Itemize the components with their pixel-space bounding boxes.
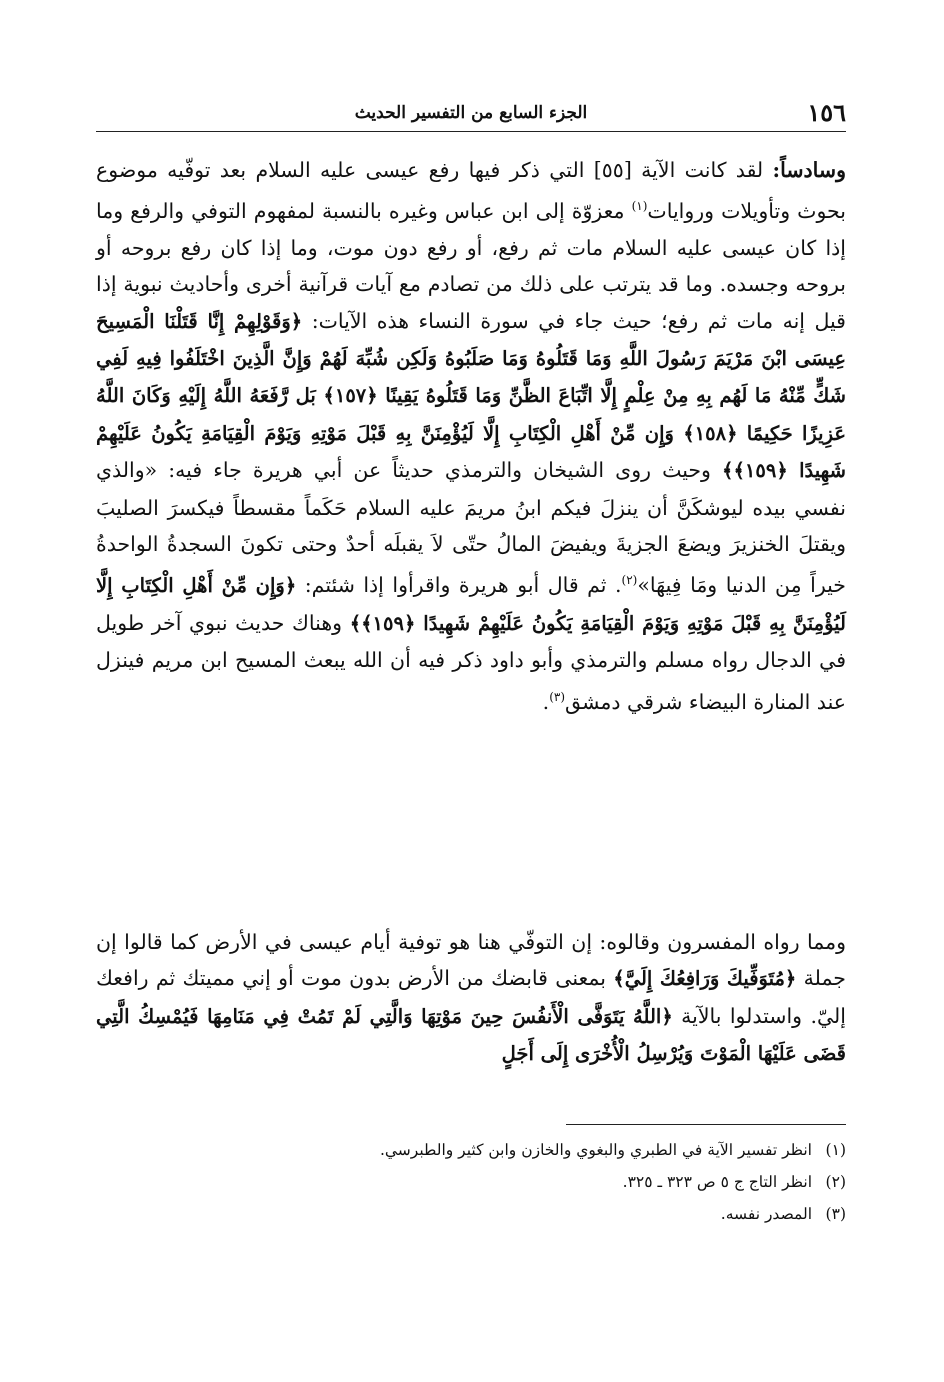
quran-verse-zumar-42: ﴿اللَّهُ يَتَوَفَّى الْأَنفُسَ حِينَ مَوْتِهَا وَالَّتِي لَمْ تَمُتْ فِي مَنَامِهَا فَيُمْسِكُ الَّتِي قَضَى عَلَيْهَا الْمَوْتَ وَيُرْسِلُ الْأُخْرَى إِلَى أَجَلٍ [96,1004,846,1066]
page-header [96,96,846,130]
footnote-text: المصدر نفسه. [720,1205,812,1223]
paragraph-2 [96,924,846,1073]
paragraph-1-text-e: وهناك حديث نبوي آخر طويل في الدجال رواه مسلم والترمذي وأبو داود ذكر فيه أن الله يبعث المسيح ابن مريم فينزل عند المنارة البيضاء شرقي دمشق [96,610,846,714]
paragraph-2-text [96,924,846,1073]
footnote-text: انظر التاج ج ٥ ص ٣٢٣ ـ ٣٢٥. [622,1173,812,1191]
footnote-text: انظر تفسير الآية في الطبري والبغوي والخازن وابن كثير والطبرسي. [379,1141,812,1159]
footnote-item [96,1134,846,1166]
paragraph-1-text-b: معزوّة إلى ابن عباس وغيره بالنسبة لمفهوم التوفي والرفع وما إذا كان عيسى عليه السلام مات ثم رفع، أو رفع دون موت، وما إذا كان رفع بروحه أو بروحه وجسده. وما قد يترتب على ذلك من تصادم مع آيات قرآنية أخرى وأحاديث نبوية إذا قيل إنه مات ثم رفع؛ حيث جاء في سورة النساء هذه الآيات: [96,199,846,333]
quran-verse-nisa-157-159: ﴿وَقَوْلِهِمْ إِنَّا قَتَلْنَا الْمَسِيحَ عِيسَى ابْنَ مَرْيَمَ رَسُولَ اللَّهِ وَمَا قَتَلُوهُ وَمَا صَلَبُوهُ وَلَكِن شُبِّهَ لَهُمْ وَإِنَّ الَّذِينَ اخْتَلَفُوا فِيهِ لَفِي شَكٍّ مِّنْهُ مَا لَهُم بِهِ مِنْ عِلْمٍ إِلَّا اتِّبَاعَ الظَّنِّ وَمَا قَتَلُوهُ يَقِينًا ﴿١٥٧﴾ بَل رَّفَعَهُ اللَّهُ إِلَيْهِ وَكَانَ اللَّهُ عَزِيزًا حَكِيمًا ﴿١٥٨﴾ وَإِن مِّنْ أَهْلِ الْكِتَابِ إِلَّا لَيُؤْمِنَنَّ بِهِ قَبْلَ مَوْتِهِ وَيَوْمَ الْقِيَامَةِ يَكُونُ عَلَيْهِمْ شَهِيدًا ﴿١٥٩﴾﴾ [96,309,846,483]
footnotes [96,1134,846,1230]
paragraph-2-text-a: ومما رواه المفسرون وقالوه: إن التوفّي هنا هو توفية أيام عيسى في الأرض كما قالوا إن جملة [96,930,846,991]
page-number: ١٥٦ [807,98,846,127]
footnote-ref-2: (٢) [621,573,638,588]
paragraph-1-text-d: . ثم قال أبو هريرة واقرأوا إذا شئتم: [304,573,622,598]
paragraph-2-text-b: بمعنى قابضك من الأرض بدون موت أو إني مميتك ثم رافعك إليّ. واستدلوا بالآية [96,966,846,1028]
footnote-mark: (٢) [825,1173,846,1191]
footnote-ref-1: (١) [631,199,648,214]
header-divider [96,131,846,132]
paragraph-1-text-f: . [542,689,550,714]
footnote-divider [566,1124,846,1125]
paragraph-1-text [96,152,846,720]
footnote-item [96,1166,846,1198]
quran-verse-al-imran-55: ﴿مُتَوَفِّيكَ وَرَافِعُكَ إِلَيَّ﴾ [613,967,797,991]
paragraph-1-text-a: لقد كانت الآية [٥٥] التي ذكر فيها رفع عيسى عليه السلام بعد توفّيه موضوع بحوث وتأويلات وروايات [96,158,846,224]
footnote-ref-3: (٣) [549,689,566,704]
paragraph-lead-word: وسادساً: [772,158,846,182]
paragraph-1-text-c: وحيث روى الشيخان والترمذي حديثاً عن أبي هريرة جاء فيه: «والذي نفسي بيده ليوشكَنَّ أن ينزلَ فيكم ابنُ مريمَ عليه السلام حَكَماً مقسطاً فيكسرَ الصليبَ ويقتلَ الخنزيرَ ويضعَ الجزيةَ ويفيضَ المالُ حتّى لاَ يقبلَه أحدٌ وحتى تكونَ السجدةُ الواحدةُ خيراً مِن الدنيا ومَا فِيهَا» [96,458,846,598]
footnote-item [96,1198,846,1230]
footnote-mark: (١) [825,1141,846,1159]
paragraph-1 [96,152,846,720]
quran-verse-nisa-159: ﴿وَإِن مِّنْ أَهْلِ الْكِتَابِ إِلَّا لَيُؤْمِنَنَّ بِهِ قَبْلَ مَوْتِهِ وَيَوْمَ الْقِيَامَةِ يَكُونُ عَلَيْهِمْ شَهِيدًا ﴿١٥٩﴾﴾ [96,574,846,635]
running-head: الجزء السابع من التفسير الحديث [354,103,588,123]
footnote-mark: (٣) [825,1205,846,1223]
